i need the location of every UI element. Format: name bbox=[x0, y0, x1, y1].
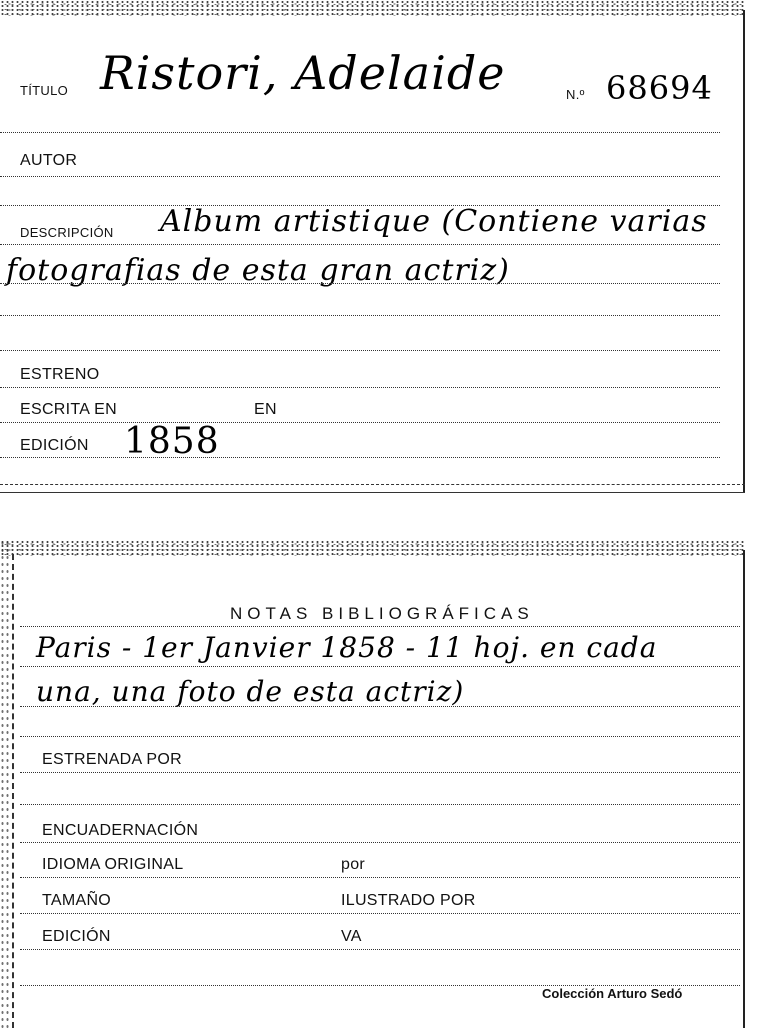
encuadernacion-label: ENCUADERNACIÓN bbox=[42, 822, 199, 839]
card-edge-texture bbox=[0, 0, 745, 16]
card-left-edge bbox=[12, 554, 14, 1028]
descripcion-label: DESCRIPCIÓN bbox=[20, 225, 114, 240]
card-edge-texture bbox=[0, 540, 745, 556]
edicion-label: EDICIÓN bbox=[20, 437, 89, 454]
card-separator bbox=[0, 492, 745, 493]
catalog-card-back bbox=[0, 540, 745, 1028]
estreno-label: ESTRENO bbox=[20, 366, 100, 383]
idioma-original-label: IDIOMA ORIGINAL bbox=[42, 856, 184, 873]
va-label: VA bbox=[341, 928, 362, 945]
en-label: EN bbox=[254, 401, 277, 418]
card-bottom-edge bbox=[0, 484, 745, 485]
tamano-label: TAMAÑO bbox=[42, 892, 112, 909]
card-left-texture bbox=[0, 540, 10, 1028]
descripcion-line2: fotografias de esta gran actriz) bbox=[6, 253, 510, 288]
notas-line2: una, una foto de esta actriz) bbox=[36, 675, 465, 708]
notas-heading: NOTAS BIBLIOGRÁFICAS bbox=[230, 604, 534, 623]
numero-label: N.º bbox=[566, 87, 585, 102]
notas-line1: Paris - 1er Janvier 1858 - 11 hoj. en cada bbox=[36, 631, 658, 664]
descripcion-line1: Album artistique (Contiene varias bbox=[160, 204, 708, 239]
autor-label: AUTOR bbox=[20, 152, 78, 169]
edicion-label-back: EDICIÓN bbox=[42, 928, 111, 945]
por-label: por bbox=[341, 856, 366, 873]
catalog-card-front bbox=[0, 0, 745, 492]
numero-value: 68694 bbox=[606, 69, 713, 107]
escrita-en-label: ESCRITA EN bbox=[20, 401, 117, 418]
card-right-edge bbox=[743, 10, 745, 492]
titulo-label: TÍTULO bbox=[20, 83, 69, 98]
ilustrado-por-label: ILUSTRADO POR bbox=[341, 892, 476, 909]
collection-footer: Colección Arturo Sedó bbox=[542, 986, 683, 1001]
edicion-value: 1858 bbox=[124, 421, 220, 462]
titulo-value: Ristori, Adelaide bbox=[100, 46, 506, 100]
estrenada-por-label: ESTRENADA POR bbox=[42, 751, 182, 768]
card-right-edge bbox=[743, 550, 745, 1028]
